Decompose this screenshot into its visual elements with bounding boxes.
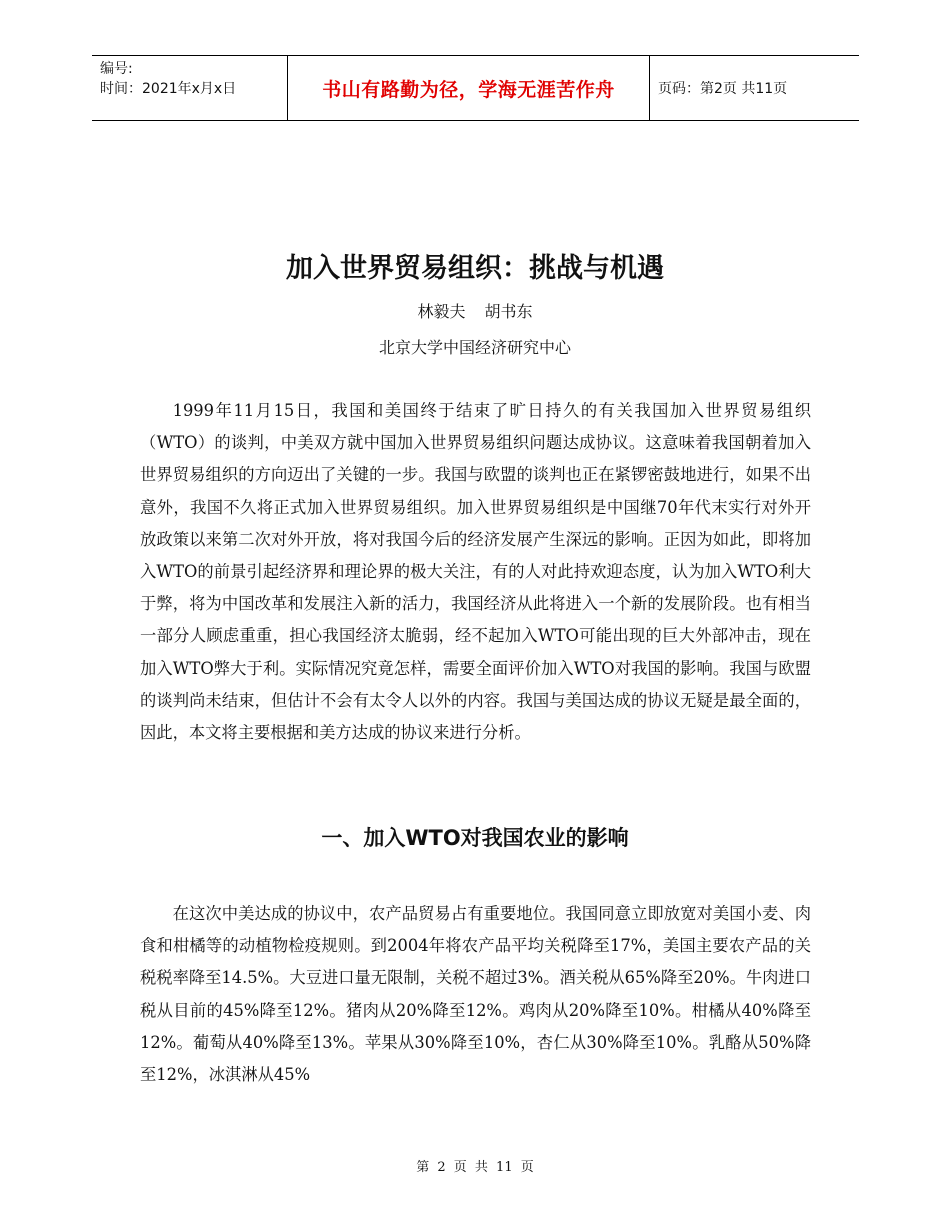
- page-footer: 第 2 页 共 11 页: [416, 1160, 534, 1175]
- header-page-cell: [650, 56, 859, 120]
- intro-paragraph: 1999年11月15日，我国和美国终于结束了旷日持久的有关我国加入世界贸易组织（WTO）的谈判，中美双方就中国加入世界贸易组织问题达成协议。这意味着我国朝着加入世界贸易组织的方向迈出了关键的一步。我国与欧盟的谈判也正在紧锣密鼓地进行，如果不出意外，我国不久将正式加入世界贸易组织。加入世界贸易组织是中国继70年代末实行对外开放政策以来第二次对外开放，将对我国今后的经济发展产生深远的影响。正因为如此，即将加入WTO的前景引起经济界和理论界的极大关注，有的人对此持欢迎态度，认为加入WTO利大于弊，将为中国改革和发展注入新的活力，我国经济从此将进入一个新的发展阶段。也有相当一部分人顾虑重重，担心我国经济太脆弱，经不起加入WTO可能出现的巨大外部冲击，现在加入WTO弊大于利。实际情况究竟怎样，需要全面评价加入WTO对我国的影响。我国与欧盟的谈判尚未结束，但估计不会有太令人以外的内容。我国与美国达成的协议无疑是最全面的，因此，本文将主要根据和美方达成的协议来进行分析。: [140, 401, 811, 743]
- header-motto: 书山有路勤为径，学海无涯苦作舟: [322, 78, 615, 101]
- header-page-info: 页码：第2页 共11页: [658, 81, 788, 97]
- article-title: 加入世界贸易组织：挑战与机遇: [286, 253, 664, 284]
- document-number-label: 编号:: [100, 61, 133, 77]
- section-paragraph: 在这次中美达成的协议中，农产品贸易占有重要地位。我国同意立即放宽对美国小麦、肉食和柑橘等的动植物检疫规则。到2004年将农产品平均关税降至17%，美国主要农产品的关税税率降至14.5%。大豆进口量无限制，关税不超过3%。酒关税从65%降至20%。牛肉进口税从目前的45%降至12%。猪肉从20%降至12%。鸡肉从20%降至10%。柑橘从40%降至12%。葡萄从40%降至13%。苹果从30%降至10%，杏仁从30%降至10%。乳酪从50%降至12%，冰淇淋从45%: [140, 904, 811, 1085]
- document-header: [92, 55, 859, 121]
- section-heading: 一、加入WTO对我国农业的影响: [321, 826, 629, 850]
- document-time-label: 时间：2021年x月x日: [100, 81, 237, 97]
- header-meta-cell: [92, 56, 287, 120]
- header-motto-cell: [287, 56, 650, 120]
- article-authors: 林毅夫 胡书东: [417, 302, 533, 321]
- article-affiliation: 北京大学中国经济研究中心: [378, 338, 571, 357]
